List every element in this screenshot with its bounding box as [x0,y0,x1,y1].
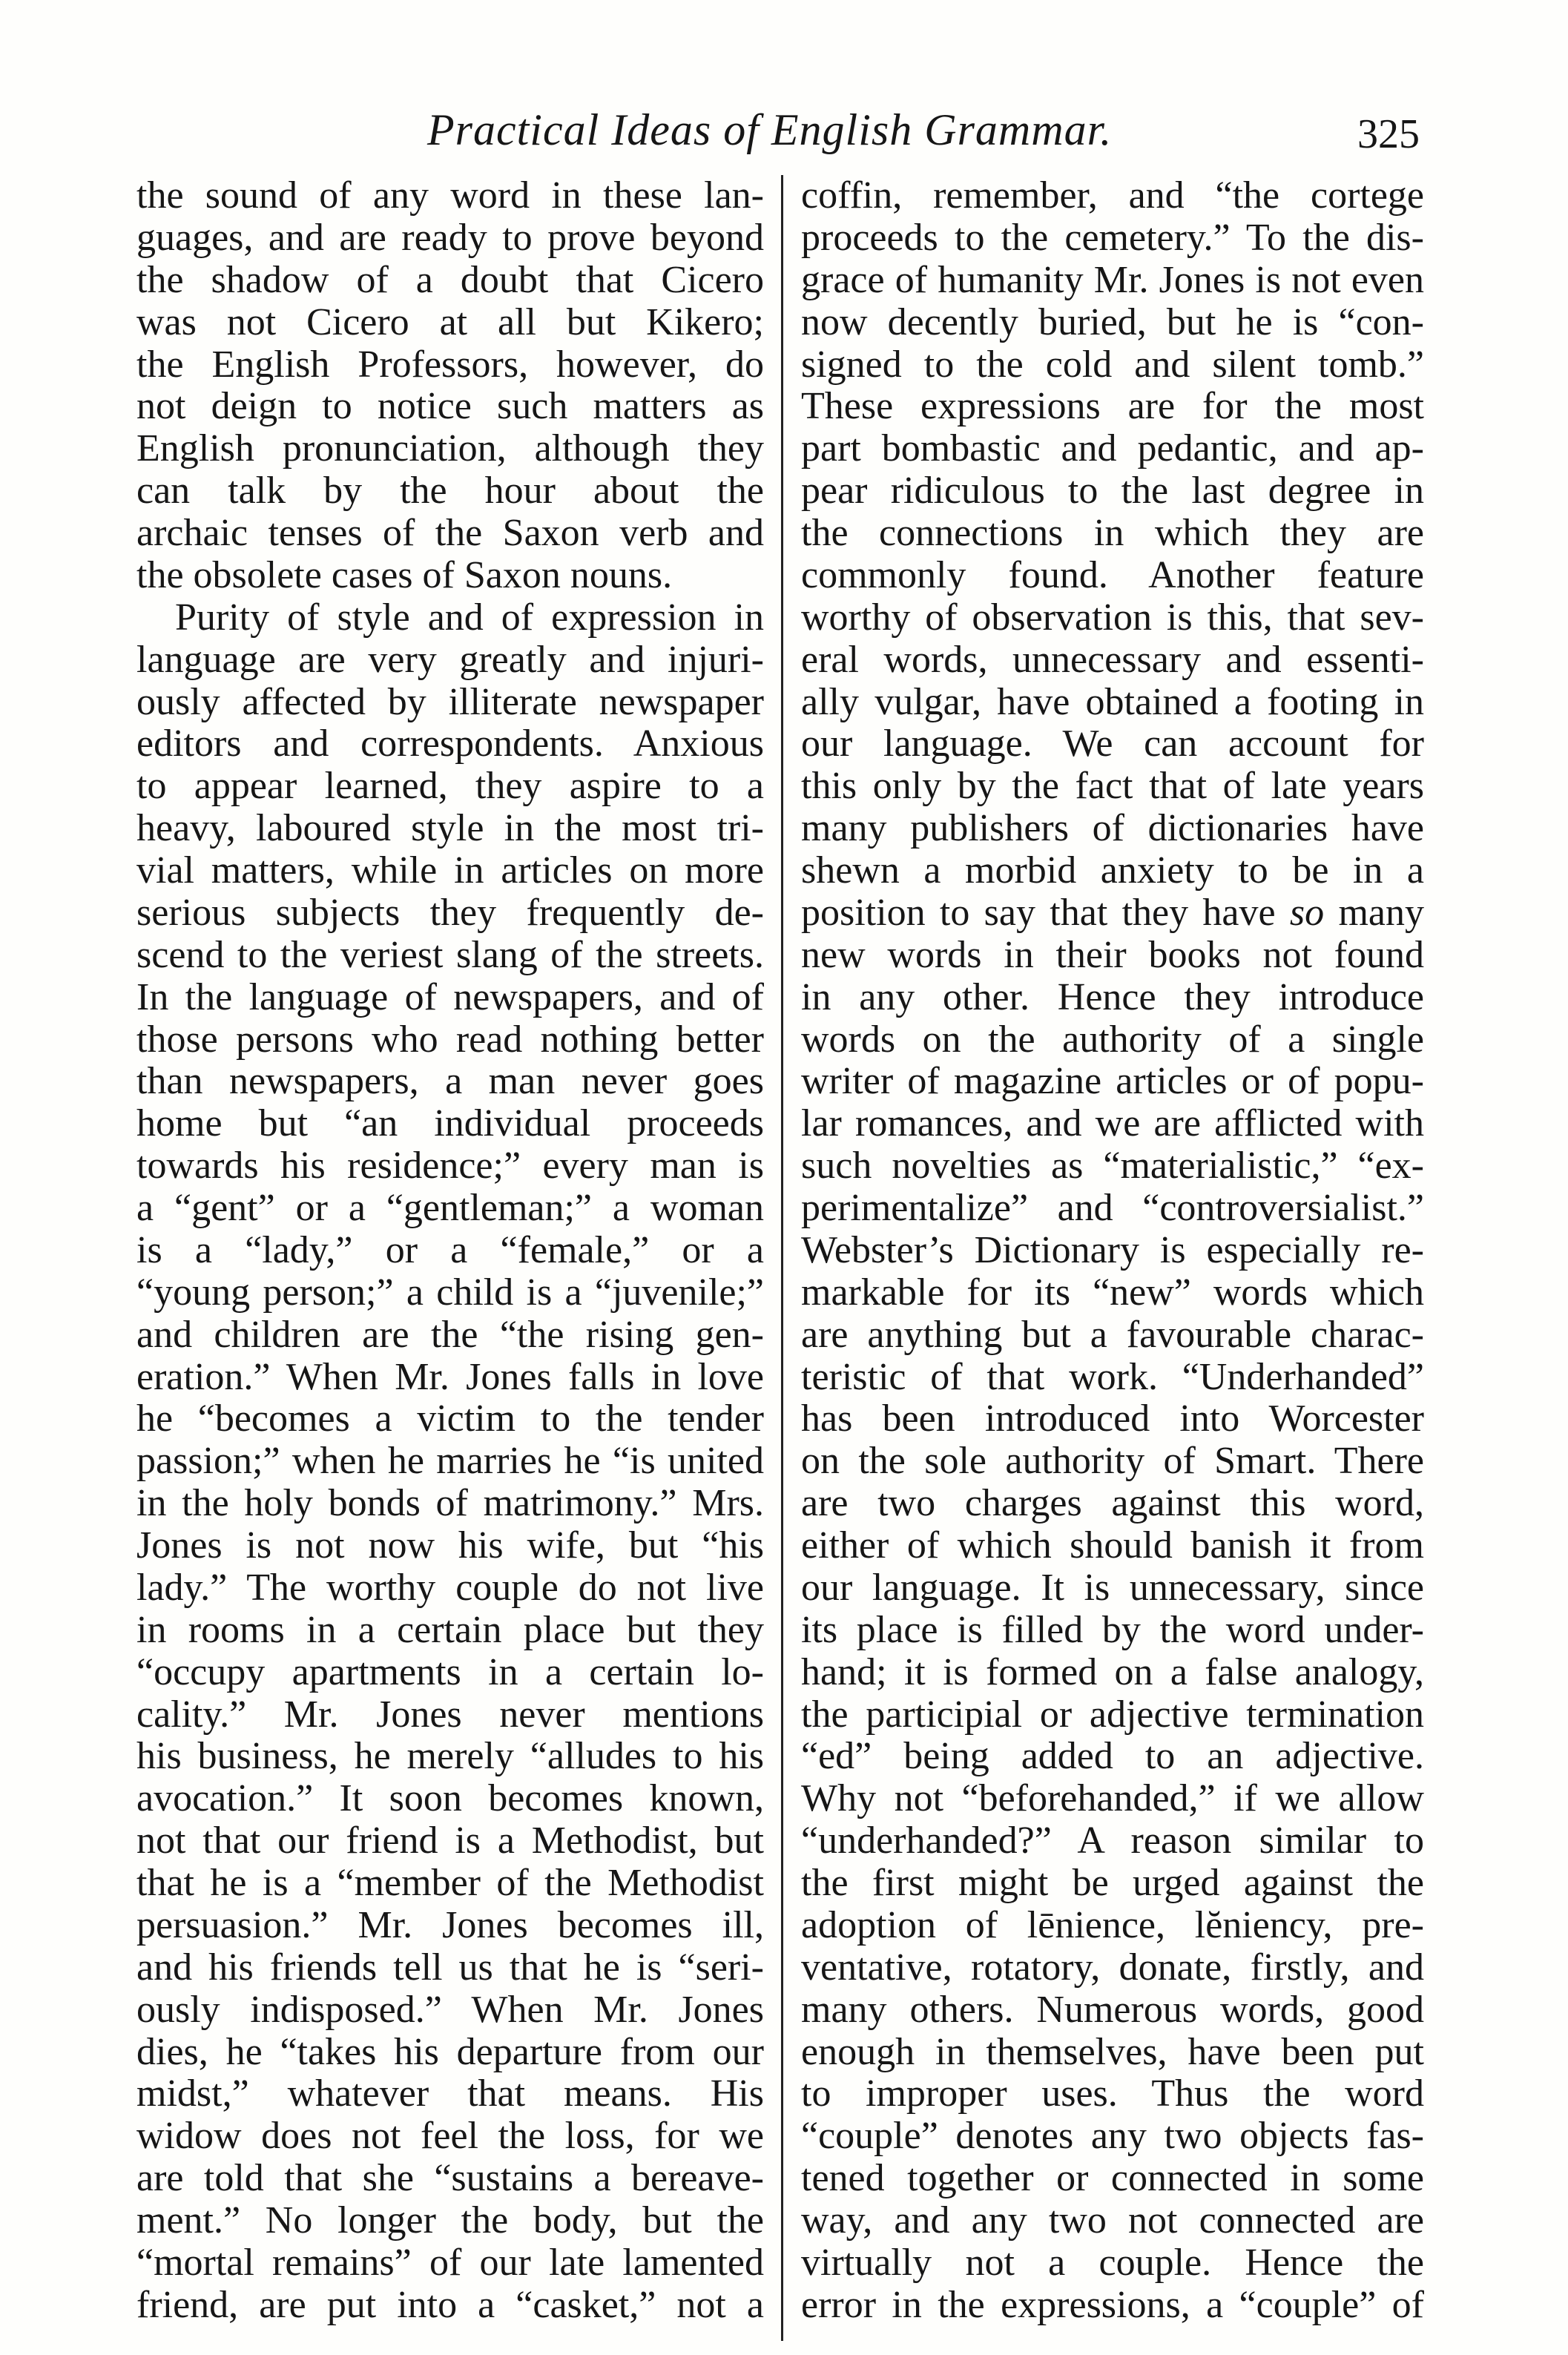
text-line: new words in their books not found [801,933,1424,976]
text-line: the sound of any word in these lan- [136,174,764,217]
text-line: passion;” when he marries he “is united [136,1440,764,1483]
text-line: its place is filled by the word under- [801,1608,1424,1651]
text-line: towards his residence;” every man is [136,1144,764,1188]
text-line: hand; it is formed on a false analogy, [801,1650,1424,1693]
text-line: such novelties as “materialistic,” “ex- [801,1144,1424,1188]
text-line: eration.” When Mr. Jones falls in love [136,1355,764,1398]
text-line: has been introduced into Worcester [801,1397,1424,1440]
text-line: lar romances, and we are afflicted with [801,1102,1424,1145]
text-line: archaic tenses of the Saxon verb and [136,512,764,554]
text-line: scend to the veriest slang of the streets. [136,933,764,976]
text-line: part bombastic and pedantic, and ap- [801,427,1424,470]
text-line: on the sole authority of Smart. There [801,1440,1424,1483]
text-line: grace of humanity Mr. Jones is not even [801,258,1424,301]
text-line: writer of magazine articles or of popu- [801,1060,1424,1103]
text-line: not deign to notice such matters as [136,385,764,428]
text-line: not that our friend is a Methodist, but [136,1819,764,1862]
text-line: and his friends tell us that he is “seri- [136,1946,764,1989]
text-line: lady.” The worthy couple do not live [136,1566,764,1609]
text-line: and children are the “the rising gen- [136,1313,764,1356]
text-line [801,892,1424,935]
text-line: pear ridiculous to the last degree in [801,470,1424,513]
text-line: “occupy apartments in a certain lo- [136,1650,764,1693]
text-line: language are very greatly and injuri- [136,638,764,681]
text-run: many [1338,891,1425,934]
text-line: the connections in which they are [801,512,1424,554]
text-line: his business, he merely “alludes to his [136,1735,764,1778]
text-line: “mortal remains” of our late lamented [136,2241,764,2284]
text-line: avocation.” It soon becomes known, [136,1777,764,1820]
text-line: our language. We can account for [801,722,1424,765]
text-line: widow does not feel the loss, for we [136,2115,764,2158]
text-line: he “becomes a victim to the tender [136,1397,764,1440]
text-line: are two charges against this word, [801,1482,1424,1525]
text-line: ally vulgar, have obtained a footing in [801,680,1424,723]
page-number: 325 [1357,111,1420,157]
text-line: this only by the fact that of late years [801,765,1424,808]
left-column [136,175,764,2327]
text-line: are anything but a favourable charac- [801,1313,1424,1356]
text-line: was not Cicero at all but Kikero; [136,300,764,343]
text-line: ventative, rotatory, donate, firstly, and [801,1946,1424,1989]
text-line: Jones is not now his wife, but “his [136,1524,764,1567]
text-line: Why not “beforehanded,” if we allow [801,1777,1424,1820]
text-line: are told that she “sustains a bereave- [136,2157,764,2200]
text-line: that he is a “member of the Methodist [136,1862,764,1904]
text-line: English pronunciation, although they [136,427,764,470]
paragraph-end-line: the obsolete cases of Saxon nouns. [136,553,673,596]
text-line: “underhanded?” A reason similar to [801,1819,1424,1862]
right-column [801,175,1424,2327]
text-line: “young person;” a child is a “juvenile;” [136,1271,764,1314]
text-line: signed to the cold and silent tomb.” [801,343,1424,386]
column-rule [781,175,783,2341]
text-line: teristic of that work. “Underhanded” [801,1355,1424,1398]
text-line: many others. Numerous words, good [801,1988,1424,2031]
text-line: persuasion.” Mr. Jones becomes ill, [136,1903,764,1946]
text-line: to appear learned, they aspire to a [136,765,764,808]
text-line: guages, and are ready to prove beyond [136,216,764,259]
text-line: a “gent” or a “gentleman;” a woman [136,1187,764,1229]
text-line: eral words, unnecessary and essenti- [801,638,1424,681]
text-line: virtually not a couple. Hence the [801,2241,1424,2284]
text-line: proceeds to the cemetery.” To the dis- [801,216,1424,259]
text-line: words on the authority of a single [801,1018,1424,1061]
text-line: worthy of observation is this, that sev- [801,596,1424,639]
text-line: ment.” No longer the body, but the [136,2199,764,2242]
emphasis-text: so [1289,891,1325,934]
text-line: the participial or adjective termination [801,1693,1424,1736]
text-line: markable for its “new” words which [801,1271,1424,1314]
text-line: many publishers of dictionaries have [801,807,1424,850]
text-line: ously indisposed.” When Mr. Jones [136,1988,764,2031]
text-line: heavy, laboured style in the most tri- [136,807,764,850]
text-line: friend, are put into a “casket,” not a [136,2283,764,2326]
text-line: vial matters, while in articles on more [136,849,764,892]
running-head: Practical Ideas of English Grammar. [427,105,1113,154]
paragraph-start-line: Purity of style and of expression in [175,596,764,639]
text-line: home but “an individual proceeds [136,1102,764,1145]
text-line: “ed” being added to an adjective. [801,1735,1424,1778]
text-run: position to say that they have [801,891,1276,934]
text-line: dies, he “takes his departure from our [136,2030,764,2073]
text-line: Webster’s Dictionary is especially re- [801,1228,1424,1271]
text-line: enough in themselves, have been put [801,2030,1424,2073]
text-line: in the holy bonds of matrimony.” Mrs. [136,1482,764,1525]
text-line: the first might be urged against the [801,1862,1424,1904]
text-line: adoption of lēnience, lĕniency, pre- [801,1903,1424,1946]
text-line: in any other. Hence they introduce [801,975,1424,1018]
text-line: now decently buried, but he is “con- [801,300,1424,343]
text-line: “couple” denotes any two objects fas- [801,2115,1424,2158]
text-line: can talk by the hour about the [136,470,764,513]
text-line: those persons who read nothing better [136,1018,764,1061]
text-line: the English Professors, however, do [136,343,764,386]
text-line: the shadow of a doubt that Cicero [136,258,764,301]
text-line: editors and correspondents. Anxious [136,722,764,765]
text-line: than newspapers, a man never goes [136,1060,764,1103]
text-line: to improper uses. Thus the word [801,2072,1424,2115]
text-line: perimentalize” and “controversialist.” [801,1187,1424,1229]
text-line: is a “lady,” or a “female,” or a [136,1228,764,1271]
text-line: ously affected by illiterate newspaper [136,680,764,723]
text-line: our language. It is unnecessary, since [801,1566,1424,1609]
text-line: coffin, remember, and “the cortege [801,174,1424,217]
text-line: way, and any two not connected are [801,2199,1424,2242]
text-line: These expressions are for the most [801,385,1424,428]
text-line: In the language of newspapers, and of [136,975,764,1018]
text-line: shewn a morbid anxiety to be in a [801,849,1424,892]
text-line: in rooms in a certain place but they [136,1608,764,1651]
text-line: either of which should banish it from [801,1524,1424,1567]
text-line: cality.” Mr. Jones never mentions [136,1693,764,1736]
text-line: tened together or connected in some [801,2157,1424,2200]
text-line: error in the expressions, a “couple” of [801,2283,1424,2326]
text-line: serious subjects they frequently de- [136,891,764,934]
text-line: commonly found. Another feature [801,553,1424,596]
text-line: midst,” whatever that means. His [136,2072,764,2115]
